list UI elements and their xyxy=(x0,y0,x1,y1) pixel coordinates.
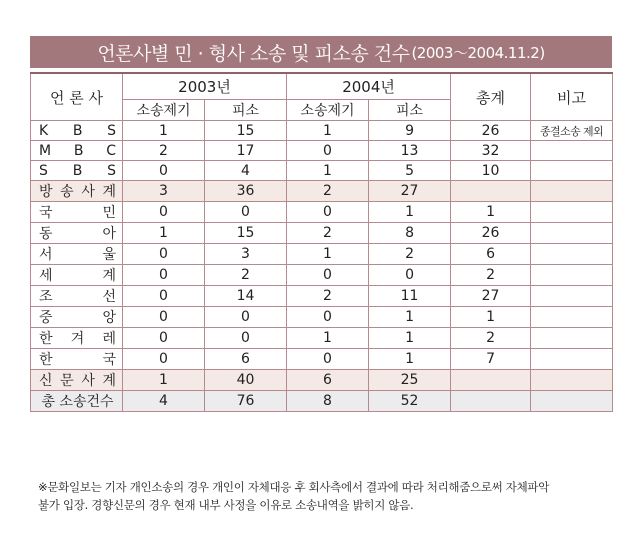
footnote xyxy=(38,478,608,514)
outlet-name-char: 신 xyxy=(39,373,53,389)
table-row xyxy=(31,161,613,181)
outlet-name-cell xyxy=(31,202,123,223)
table-row xyxy=(31,349,613,370)
sued-2004-cell: 25 xyxy=(369,370,451,391)
outlet-name-char: S xyxy=(107,162,116,179)
outlet-name-char: 서 xyxy=(39,247,53,263)
remark-cell xyxy=(531,161,613,181)
table-title-main: 언론사별 민 · 형사 소송 및 피소송 건수 xyxy=(97,42,410,65)
sued-2004-cell: 5 xyxy=(369,161,451,181)
remark-cell xyxy=(531,244,613,265)
filed-2004-cell: 8 xyxy=(287,391,369,412)
outlet-name-char: 총 소송건수 xyxy=(41,394,114,410)
filed-2003-cell: 0 xyxy=(123,286,205,307)
header-year-2004: 2004년 xyxy=(287,73,451,100)
footnote-line-1: ※문화일보는 기자 개인소송의 경우 개인이 자체대응 후 회사측에서 결과에 따라 처리해줌으로써 자체파악 xyxy=(38,480,550,494)
total-cell xyxy=(451,370,531,391)
table-body xyxy=(31,121,613,412)
remark-cell xyxy=(531,141,613,161)
outlet-name-char: S xyxy=(107,122,116,139)
remark-cell xyxy=(531,370,613,391)
table-row xyxy=(31,328,613,349)
filed-2004-cell: 1 xyxy=(287,244,369,265)
outlet-name-char: C xyxy=(106,142,116,159)
table-row xyxy=(31,391,613,412)
total-cell: 26 xyxy=(451,223,531,244)
total-cell: 6 xyxy=(451,244,531,265)
outlet-name-char: B xyxy=(72,162,83,179)
filed-2003-cell: 0 xyxy=(123,161,205,181)
remark-cell xyxy=(531,181,613,202)
filed-2003-cell: 0 xyxy=(123,244,205,265)
total-cell: 2 xyxy=(451,328,531,349)
sued-2003-cell: 15 xyxy=(205,121,287,141)
outlet-name-char: 레 xyxy=(102,331,116,347)
total-cell: 10 xyxy=(451,161,531,181)
filed-2003-cell: 2 xyxy=(123,141,205,161)
outlet-name-char: 계 xyxy=(102,373,116,389)
remark-cell xyxy=(531,391,613,412)
outlet-name-char: 송 xyxy=(60,184,74,200)
outlet-name-cell xyxy=(31,328,123,349)
outlet-name-cell xyxy=(31,244,123,265)
outlet-name-cell xyxy=(31,286,123,307)
sued-2004-cell: 8 xyxy=(369,223,451,244)
filed-2003-cell: 1 xyxy=(123,223,205,244)
outlet-name-char: 문 xyxy=(60,373,74,389)
table-row xyxy=(31,202,613,223)
outlet-name-char: 동 xyxy=(39,226,53,242)
outlet-name-char: 사 xyxy=(81,373,95,389)
sued-2003-cell: 0 xyxy=(205,202,287,223)
filed-2003-cell: 4 xyxy=(123,391,205,412)
sued-2004-cell: 1 xyxy=(369,307,451,328)
outlet-name-char: 선 xyxy=(102,289,116,305)
filed-2004-cell: 1 xyxy=(287,161,369,181)
header-total: 총계 xyxy=(451,73,531,121)
filed-2004-cell: 0 xyxy=(287,349,369,370)
table-row xyxy=(31,307,613,328)
outlet-name-char: 울 xyxy=(102,247,116,263)
remark-cell xyxy=(531,202,613,223)
sued-2004-cell: 1 xyxy=(369,328,451,349)
footnote-line-2: 불가 입장. 경향신문의 경우 현재 내부 사정을 이유로 소송내역을 밝히지 않음. xyxy=(38,498,414,512)
sued-2004-cell: 13 xyxy=(369,141,451,161)
remark-cell xyxy=(531,286,613,307)
outlet-name-char: 국 xyxy=(102,352,116,368)
filed-2004-cell: 6 xyxy=(287,370,369,391)
sued-2003-cell: 76 xyxy=(205,391,287,412)
header-remark: 비고 xyxy=(531,73,613,121)
table-row xyxy=(31,181,613,202)
outlet-name-char: 아 xyxy=(102,226,116,242)
sued-2003-cell: 3 xyxy=(205,244,287,265)
outlet-name-char: K xyxy=(39,122,49,139)
filed-2003-cell: 0 xyxy=(123,307,205,328)
outlet-name-cell xyxy=(31,307,123,328)
outlet-name-char: 조 xyxy=(39,289,53,305)
total-cell: 1 xyxy=(451,202,531,223)
filed-2004-cell: 0 xyxy=(287,141,369,161)
outlet-name-char: 국 xyxy=(39,205,53,221)
header-filed-2003: 소송제기 xyxy=(123,100,205,121)
total-cell: 26 xyxy=(451,121,531,141)
outlet-name-cell xyxy=(31,391,123,412)
header-year-2003: 2003년 xyxy=(123,73,287,100)
sued-2004-cell: 11 xyxy=(369,286,451,307)
header-sued-2003: 피소 xyxy=(205,100,287,121)
outlet-name-char: 중 xyxy=(39,310,53,326)
filed-2004-cell: 2 xyxy=(287,286,369,307)
table-title-period: (2003～2004.11.2) xyxy=(411,43,545,62)
header-sued-2004: 피소 xyxy=(369,100,451,121)
outlet-name-cell xyxy=(31,161,123,181)
filed-2004-cell: 0 xyxy=(287,202,369,223)
sued-2003-cell: 4 xyxy=(205,161,287,181)
sued-2004-cell: 1 xyxy=(369,349,451,370)
outlet-name-cell xyxy=(31,181,123,202)
filed-2004-cell: 1 xyxy=(287,121,369,141)
total-cell: 1 xyxy=(451,307,531,328)
filed-2003-cell: 3 xyxy=(123,181,205,202)
sued-2004-cell: 9 xyxy=(369,121,451,141)
table-row xyxy=(31,265,613,286)
header-filed-2004: 소송제기 xyxy=(287,100,369,121)
sued-2004-cell: 52 xyxy=(369,391,451,412)
table-title xyxy=(30,36,612,68)
sued-2003-cell: 40 xyxy=(205,370,287,391)
outlet-name-char: 계 xyxy=(102,184,116,200)
sued-2004-cell: 27 xyxy=(369,181,451,202)
table-row xyxy=(31,286,613,307)
filed-2003-cell: 1 xyxy=(123,121,205,141)
sued-2003-cell: 6 xyxy=(205,349,287,370)
outlet-name-cell xyxy=(31,349,123,370)
total-cell xyxy=(451,181,531,202)
sued-2003-cell: 17 xyxy=(205,141,287,161)
sued-2004-cell: 2 xyxy=(369,244,451,265)
outlet-name-char: 앙 xyxy=(102,310,116,326)
outlet-name-char: 한 xyxy=(39,331,53,347)
outlet-name-cell xyxy=(31,121,123,141)
outlet-name-char: S xyxy=(39,162,48,179)
remark-cell xyxy=(531,349,613,370)
outlet-name-cell xyxy=(31,370,123,391)
sued-2003-cell: 0 xyxy=(205,307,287,328)
total-cell: 7 xyxy=(451,349,531,370)
remark-cell xyxy=(531,328,613,349)
filed-2003-cell: 0 xyxy=(123,202,205,223)
filed-2003-cell: 0 xyxy=(123,265,205,286)
sued-2003-cell: 36 xyxy=(205,181,287,202)
filed-2004-cell: 2 xyxy=(287,181,369,202)
remark-cell xyxy=(531,223,613,244)
remark-cell xyxy=(531,307,613,328)
remark-cell: 종결소송 제외 xyxy=(531,121,613,141)
filed-2003-cell: 0 xyxy=(123,328,205,349)
filed-2003-cell: 0 xyxy=(123,349,205,370)
sued-2003-cell: 14 xyxy=(205,286,287,307)
outlet-name-char: B xyxy=(73,142,84,159)
outlet-name-char: 세 xyxy=(39,268,53,284)
total-cell: 27 xyxy=(451,286,531,307)
sued-2003-cell: 2 xyxy=(205,265,287,286)
header-outlet: 언 론 사 xyxy=(31,73,123,121)
filed-2003-cell: 1 xyxy=(123,370,205,391)
outlet-name-char: B xyxy=(72,122,83,139)
outlet-name-cell xyxy=(31,265,123,286)
table-row xyxy=(31,121,613,141)
outlet-name-char: 계 xyxy=(102,268,116,284)
table-row xyxy=(31,141,613,161)
outlet-name-char: 한 xyxy=(39,352,53,368)
lawsuit-table xyxy=(30,72,613,412)
outlet-name-cell xyxy=(31,223,123,244)
outlet-name-char: 민 xyxy=(102,205,116,221)
outlet-name-char: 겨 xyxy=(70,331,85,347)
total-cell: 2 xyxy=(451,265,531,286)
outlet-name-cell xyxy=(31,141,123,161)
total-cell xyxy=(451,391,531,412)
total-cell: 32 xyxy=(451,141,531,161)
outlet-name-char: 사 xyxy=(81,184,95,200)
filed-2004-cell: 0 xyxy=(287,265,369,286)
table-row xyxy=(31,370,613,391)
filed-2004-cell: 0 xyxy=(287,307,369,328)
filed-2004-cell: 2 xyxy=(287,223,369,244)
remark-cell xyxy=(531,265,613,286)
sued-2004-cell: 0 xyxy=(369,265,451,286)
filed-2004-cell: 1 xyxy=(287,328,369,349)
sued-2003-cell: 15 xyxy=(205,223,287,244)
table-row xyxy=(31,223,613,244)
outlet-name-char: 방 xyxy=(39,184,53,200)
sued-2004-cell: 1 xyxy=(369,202,451,223)
table-row xyxy=(31,244,613,265)
outlet-name-char: M xyxy=(39,142,52,159)
sued-2003-cell: 0 xyxy=(205,328,287,349)
